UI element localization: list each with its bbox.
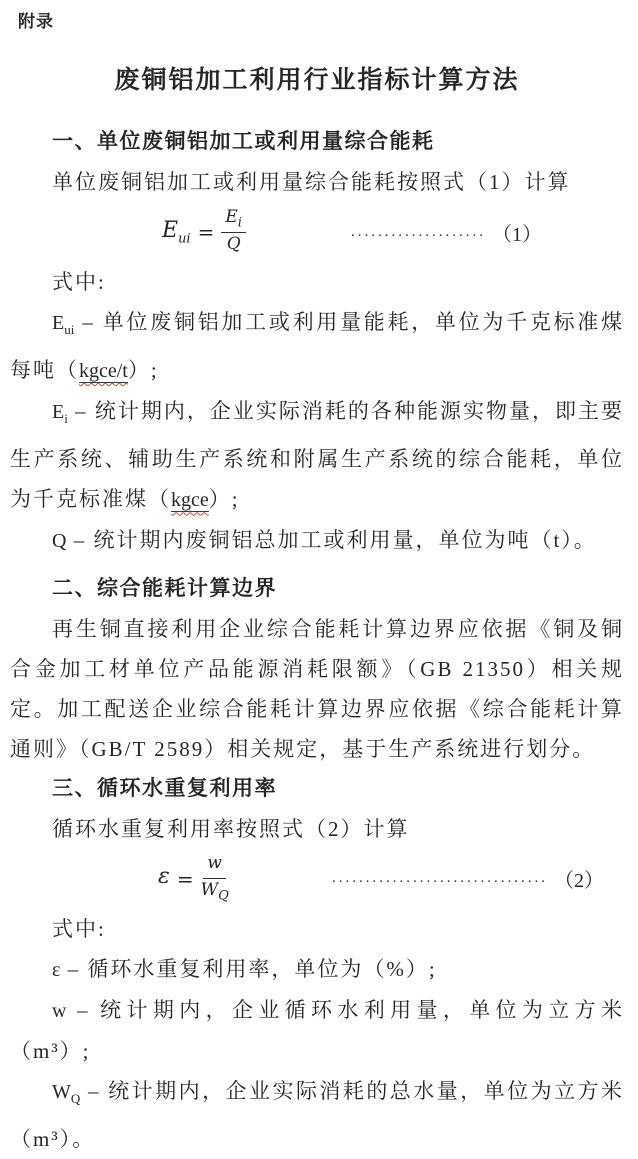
fraction-denominator: $W_Q$ [200,880,229,904]
term-tail: ）; [208,487,240,512]
subscript: i [64,411,68,427]
dot-leader: ................................ [332,870,548,887]
term-text: – 统计期内，企业循环水利用量，单位为立方米（m³）; [10,997,624,1063]
where-label-1: 式中: [52,270,106,294]
term-text: – 循环水重复利用率，单位为（%）; [60,956,437,981]
term-symbol: E [52,312,65,334]
term-definition-w [10,990,624,1071]
formula-1 [10,203,624,261]
formula-2-fraction [201,853,229,904]
subscript: ui [178,231,191,247]
term-definition-epsilon [10,949,624,990]
formula-1-number: （1） [492,223,542,246]
appendix-label: 附录 [18,12,54,31]
unit-kgce: kgce [171,489,209,512]
term-text: – 统计期内，企业实际消耗的总水量，单位为立方米（m³）。 [10,1078,624,1151]
term-text: – 统计期内，企业实际消耗的各种能源实物量，即主要生产系统、辅助生产系统和附属生产系统的综合能耗，单位为千克标准煤（ [10,399,624,512]
formula-2-equation [158,853,229,904]
term-tail: ）; [127,358,159,383]
term-definition-wq [10,1071,624,1159]
subscript: Q [218,888,229,904]
fraction-numerator: $E_i$ [221,207,246,233]
term-symbol: w [52,999,67,1022]
term-definition-ei [10,391,624,520]
equals-sign: = [176,866,194,891]
page-title: 废铜铝加工利用行业指标计算方法 [114,67,520,94]
unit-kgce-t: kgce/t [79,360,128,383]
section-2-heading: 二、综合能耗计算边界 [52,576,277,600]
subscript: i [237,214,242,230]
dot-leader: .................... [351,223,486,240]
formula-1-equation [162,207,246,258]
subscript: ui [64,322,75,338]
formula-2-number: （2） [554,870,604,893]
equals-sign: = [197,220,215,244]
formula-1-lhs: $E_{ui}$ [162,217,191,247]
term-symbol: Q [52,530,67,553]
term-text: – 单位废铜铝加工或利用量能耗，单位为千克标准煤每吨（ [10,310,624,383]
formula-2 [10,850,624,908]
term-symbol: E [52,401,65,424]
section-3-intro: 循环水重复利用率按照式（2）计算 [52,816,410,841]
term-symbol: W [52,1080,71,1103]
section-1-intro: 单位废铜铝加工或利用量综合能耗按照式（1）计算 [52,170,571,194]
fraction-denominator: Q [226,233,241,254]
term-symbol: ε [52,958,61,981]
term-text: – 统计期内废铜铝总加工或利用量，单位为吨（t）。 [66,528,597,553]
section-3-heading: 三、循环水重复利用率 [52,776,277,800]
section-1-heading: 一、单位废铜铝加工或利用量综合能耗 [52,130,435,153]
where-label-2: 式中: [52,916,106,941]
fraction-numerator: w [203,853,226,879]
term-definition-q [10,520,624,568]
formula-2-lhs: ε [158,864,170,890]
section-2-body: 再生铜直接利用企业综合能耗计算边界应依据《铜及铜合金加工材单位产品能源消耗限额》（GB 21350）相关规定。加工配送企业综合能耗计算边界应依据《综合能耗计算通则》（GB/T 2589）相关规定，基于生产系统进行划分。 [10,616,624,761]
formula-1-fraction [221,207,246,258]
subscript: Q [70,1090,81,1106]
term-definition-eui [10,302,624,391]
